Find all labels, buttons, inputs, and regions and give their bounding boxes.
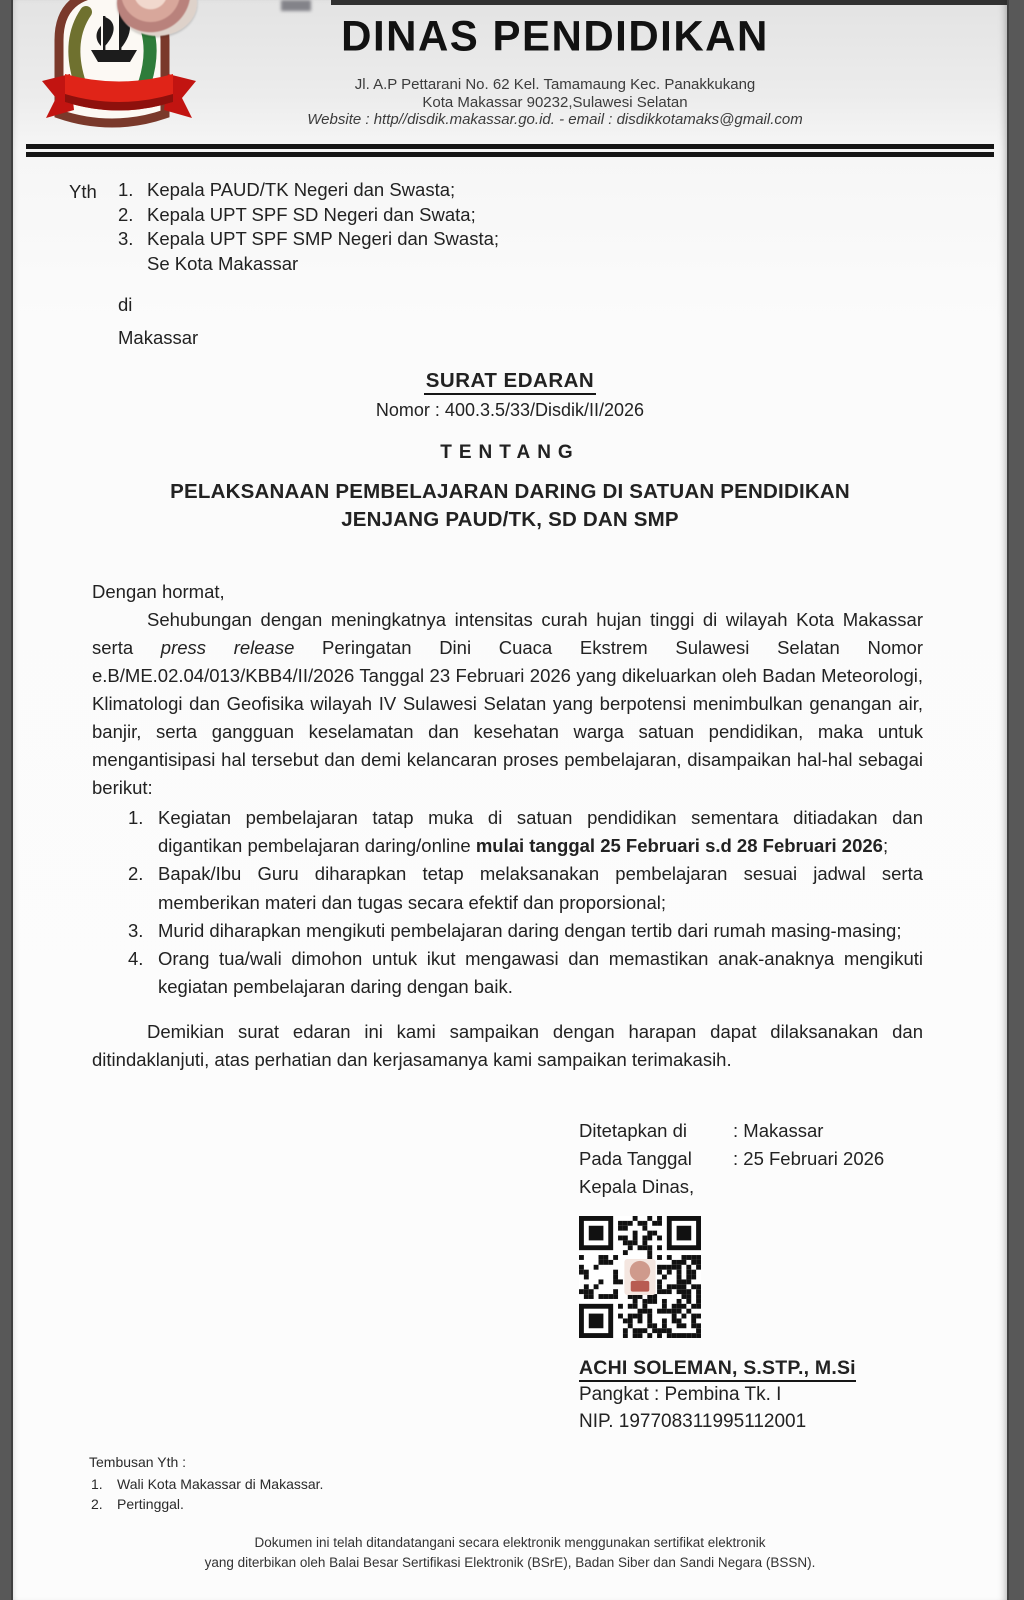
cc-item: Wali Kota Makassar di Makassar. bbox=[117, 1476, 324, 1493]
letter-body bbox=[13, 178, 1007, 1572]
italic-phrase: press release bbox=[160, 637, 295, 658]
qr-code-icon bbox=[579, 1216, 701, 1338]
about-label: TENTANG bbox=[440, 442, 580, 463]
provision-item: Bapak/Ibu Guru diharapkan tetap melaksanakan pembelajaran sesuai jadwal serta memberikan materi dan tugas secara efektif dan proporsional; bbox=[158, 863, 923, 913]
recipient-city: Makassar bbox=[118, 327, 199, 348]
provision-list bbox=[128, 804, 923, 1001]
signature-block bbox=[579, 1117, 1007, 1435]
screen-frame-left bbox=[0, 0, 13, 1600]
recipient-item: Kepala UPT SPF SD Negeri dan Swata; bbox=[147, 203, 476, 225]
place-value: : Makassar bbox=[733, 1120, 824, 1142]
provision-item: Kegiatan pembelajaran tatap muka di satuan pendidikan sementara ditiadakan dan digantikan pembelajaran daring/online mulai tanggal 25 Februari s.d 28 Februari 2026; bbox=[158, 807, 923, 857]
preposition-di: di bbox=[118, 294, 133, 315]
electronic-signature-qr bbox=[579, 1216, 701, 1338]
cc-list bbox=[89, 1474, 1007, 1514]
provision-item: Orang tua/wali dimohon untuk ikut mengawasi dan memastikan anak-anaknya mengikuti kegiatan pembelajaran daring dengan baik. bbox=[158, 948, 923, 998]
date-value: : 25 Februari 2026 bbox=[733, 1148, 885, 1170]
letterhead bbox=[13, 0, 1007, 137]
subject-line-2: JENJANG PAUD/TK, SD DAN SMP bbox=[341, 507, 679, 531]
electronic-signature-notice: Dokumen ini telah ditandatangani secara elektronik menggunakan sertifikat elektronik yang diterbikan oleh Balai Besar Sertifikasi Elektronik (BSrE), Badan Siber dan Sandi Negara (BSSN). bbox=[204, 1535, 816, 1570]
provision-item: Murid diharapkan mengikuti pembelajaran daring dengan tertib dari rumah masing-masing; bbox=[158, 919, 902, 941]
recipient-item: Kepala UPT SPF SMP Negeri dan Swasta; bbox=[147, 228, 500, 249]
website-email-line: Website : http//disdik.makassar.go.id. - email : disdikkotamaks@gmail.com bbox=[307, 111, 803, 128]
salutation: Yth bbox=[69, 181, 97, 202]
signer-position: Kepala Dinas, bbox=[579, 1176, 695, 1198]
screen-frame-right bbox=[1007, 0, 1024, 1600]
signer-nip: NIP. 197708311995112001 bbox=[579, 1411, 807, 1433]
address-line: Kota Makassar 90232,Sulawesi Selatan bbox=[422, 93, 688, 111]
subject-title bbox=[13, 478, 1007, 533]
place-label: Ditetapkan di bbox=[579, 1120, 687, 1142]
bold-date-range: mulai tanggal 25 Februari s.d 28 Februari 2026 bbox=[475, 835, 883, 857]
agency-title: DINAS PENDIDIKAN bbox=[341, 11, 769, 60]
cc-item: Pertinggal. bbox=[117, 1496, 184, 1513]
cc-label: Tembusan Yth : bbox=[89, 1454, 187, 1471]
letter-page bbox=[13, 0, 1007, 1600]
recipient-block bbox=[69, 178, 1007, 276]
recipient-scope: Se Kota Makassar bbox=[147, 252, 299, 274]
opening-paragraph: Sehubungan dengan meningkatnya intensitas curah hujan tinggi di wilayah Kota Makassar serta press release Peringatan Dini Cuaca Ekstrem Sulawesi Selatan Nomor e.B/ME.02.04/013/KBB4/II/2026 Tanggal 23 Februari 2026 yang dikeluarkan oleh Badan Meteorologi, Klimatologi dan Geofisika wilayah IV Sulawesi Selatan yang berpotensi menimbulkan genangan air, banjir, serta gangguan keselamatan dan kesehatan warga satuan pendidikan, maka untuk mengantisipasi hal tersebut dan demi kelancaran proses pembelajaran, disampaikan hal-hal sebagai berikut: bbox=[92, 609, 923, 798]
date-label: Pada Tanggal bbox=[579, 1148, 692, 1170]
subject-line-1: PELAKSANAAN PEMBELAJARAN DARING DI SATUAN PENDIDIKAN bbox=[170, 480, 850, 503]
signer-name: ACHI SOLEMAN, S.STP., M.Si bbox=[579, 1355, 1007, 1381]
address-line: Jl. A.P Pettarani No. 62 Kel. Tamamaung Kec. Panakkukang bbox=[354, 76, 756, 93]
greeting: Dengan hormat, bbox=[92, 581, 225, 602]
signer-rank: Pangkat : Pembina Tk. I bbox=[579, 1384, 782, 1406]
cc-block bbox=[89, 1455, 1007, 1514]
document-type-heading: SURAT EDARAN bbox=[13, 369, 1007, 393]
document-number: Nomor : 400.3.5/33/Disdik/II/2026 bbox=[375, 400, 645, 420]
recipient-item: Kepala PAUD/TK Negeri dan Swasta; bbox=[147, 179, 456, 200]
closing-paragraph: Demikian surat edaran ini kami sampaikan dengan harapan dapat dilaksanakan dan ditindaklanjuti, atas perhatian dan kerjasamanya kami sampaikan terimakasih. bbox=[92, 1021, 923, 1071]
letterhead-divider bbox=[26, 144, 994, 157]
recipient-list bbox=[118, 178, 499, 252]
